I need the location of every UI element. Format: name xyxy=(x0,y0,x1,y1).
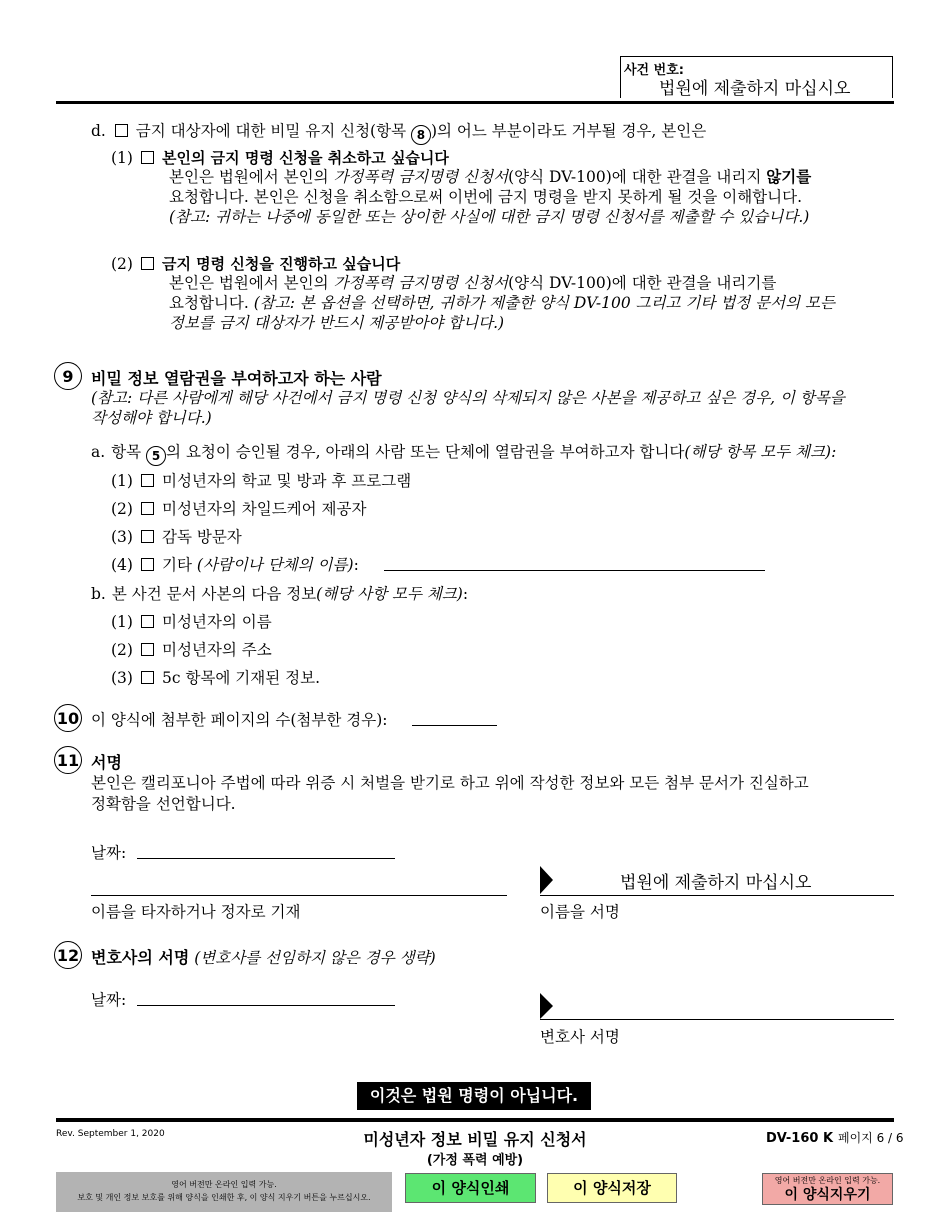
form-subtitle: (가정 폭력 예방) xyxy=(426,1153,524,1168)
section-9b-item-1: (1) 미성년자의 이름 xyxy=(111,613,272,631)
item-d-option-1: (1) 본인의 금지 명령 신청을 취소하고 싶습니다 xyxy=(111,149,449,167)
item-d: d. 금지 대상자에 대한 비밀 유지 신청(항목 8 )의 어느 부분이라도 거부될 경우, 본인은 xyxy=(91,119,706,145)
signature-caption: 이름을 서명 xyxy=(540,903,620,921)
section-12-title: 변호사의 서명 (변호사를 선임하지 않은 경우 생략) xyxy=(91,948,436,967)
section-9b-item-2: (2) 미성년자의 주소 xyxy=(111,641,272,659)
form-title: 미성년자 정보 비밀 유지 신청서 xyxy=(363,1130,587,1149)
print-form-button[interactable]: 이 양식인쇄 xyxy=(405,1173,536,1203)
section-10-text: 이 양식에 첨부한 페이지의 수(첨부한 경우): xyxy=(91,711,388,729)
printed-name-input[interactable] xyxy=(91,874,507,896)
9a-1-checkbox[interactable] xyxy=(141,474,154,487)
attorney-signature-field[interactable] xyxy=(540,995,894,1020)
revision-date: Rev. September 1, 2020 xyxy=(56,1129,165,1139)
option-2-checkbox[interactable] xyxy=(141,257,154,270)
case-number-label: 사건 번호: xyxy=(624,63,684,78)
section-9a-item-1: (1) 미성년자의 학교 및 방과 후 프로그램 xyxy=(111,472,412,490)
9b-3-checkbox[interactable] xyxy=(141,671,154,684)
item-d-option-2: (2) 금지 명령 신청을 진행하고 싶습니다 xyxy=(111,255,401,273)
date-input-11[interactable] xyxy=(137,841,395,859)
9a-3-checkbox[interactable] xyxy=(141,530,154,543)
section-11-title: 서명 xyxy=(91,753,122,772)
section-9b: b. 본 사건 문서 사본의 다음 정보(해당 사항 모두 체크): xyxy=(91,585,469,603)
section-9-title: 비밀 정보 열람권을 부여하고자 하는 사람 xyxy=(91,369,382,388)
form-id: DV-160 K 페이지 6 / 6 xyxy=(766,1131,904,1146)
section-9a: a. 항목 5 의 요청이 승인될 경우, 아래의 사람 또는 단체에 열람권을 부여하고자 합니다(해당 항목 모두 체크): xyxy=(91,440,836,466)
clear-form-note: 영어 버전만 온라인 입력 가능. xyxy=(774,1176,881,1185)
clear-form-label: 이 양식지우기 xyxy=(784,1187,871,1203)
ref-8-badge: 8 xyxy=(411,125,431,145)
case-number-value[interactable]: 법원에 제출하지 마십시오 xyxy=(659,79,851,99)
printed-name-caption: 이름을 타자하거나 정자로 기재 xyxy=(91,903,301,921)
date-label-12: 날짜: xyxy=(91,991,127,1009)
section-9b-item-3: (3) 5c 항목에 기재된 정보. xyxy=(111,669,321,687)
item-d-option-2-text: 본인은 법원에서 본인의 가정폭력 금지명령 신청서(양식 DV-100)에 대한 관결을 내리기를 요청합니다. (참고: 본 옵션을 선택하면, 귀하가 제출한 양식 DV-100 그리고 기타 법정 문서의 모든 정보를 금지 대상자가 반드시 제공받아야 합니다.) xyxy=(169,274,835,332)
9a-4-checkbox[interactable] xyxy=(141,558,154,571)
clear-form-button[interactable] xyxy=(762,1173,893,1205)
date-input-12[interactable] xyxy=(137,988,395,1006)
not-a-court-order-banner: 이것은 법원 명령이 아닙니다. xyxy=(357,1082,591,1110)
ref-5-badge: 5 xyxy=(146,446,166,466)
signature-placeholder: 법원에 제출하지 마십시오 xyxy=(620,873,812,893)
signature-field[interactable] xyxy=(540,870,894,896)
footer-rule xyxy=(56,1118,894,1122)
9b-2-checkbox[interactable] xyxy=(141,643,154,656)
item-d-option-1-text: 본인은 법원에서 본인의 가정폭력 금지명령 신청서(양식 DV-100)에 대한 관결을 내리지 않기를 요청합니다. 본인은 신청을 취소함으로써 이번에 금지 명령을 받지 못하게 될 것을 이해합니다. (참고: 귀하는 나중에 동일한 또는 상이한 사실에 대한 금지 명령 신청서를 제출할 수 있습니다.) xyxy=(169,167,812,226)
attached-pages-input[interactable] xyxy=(412,709,497,726)
case-number-box xyxy=(620,56,893,98)
save-form-button[interactable]: 이 양식저장 xyxy=(547,1173,677,1203)
section-10-number: 10 xyxy=(54,704,82,732)
other-name-input[interactable] xyxy=(384,554,765,571)
date-label-11: 날짜: xyxy=(91,844,127,862)
attorney-signature-caption: 변호사 서명 xyxy=(540,1028,620,1046)
section-9a-item-4: (4) 기타 (사람이나 단체의 이름): xyxy=(111,556,359,574)
header-rule xyxy=(56,101,894,104)
option-1-checkbox[interactable] xyxy=(141,151,154,164)
item-d-checkbox[interactable] xyxy=(115,124,128,137)
declaration: 본인은 캘리포니아 주법에 따라 위증 시 처벌을 받기로 하고 위에 작성한 정보와 모든 첨부 문서가 진실하고 정확함을 선언합니다. xyxy=(91,774,809,813)
online-notice: 영어 버전만 온라인 입력 가능. 보호 및 개인 정보 보호를 위해 양식을 인쇄한 후, 이 양식 지우기 버튼을 누르십시오. xyxy=(56,1172,392,1212)
section-9a-item-2: (2) 미성년자의 차일드케어 제공자 xyxy=(111,500,367,518)
section-9-note: (참고: 다른 사람에게 해당 사건에서 금지 명령 신청 양식의 삭제되지 않은 사본을 제공하고 싶은 경우, 이 항목을 작성해야 합니다.) xyxy=(91,389,845,427)
section-9a-item-3: (3) 감독 방문자 xyxy=(111,528,242,546)
section-11-number: 11 xyxy=(54,746,82,774)
section-9-number: 9 xyxy=(54,362,82,390)
9b-1-checkbox[interactable] xyxy=(141,615,154,628)
9a-2-checkbox[interactable] xyxy=(141,502,154,515)
section-12-number: 12 xyxy=(54,941,82,969)
